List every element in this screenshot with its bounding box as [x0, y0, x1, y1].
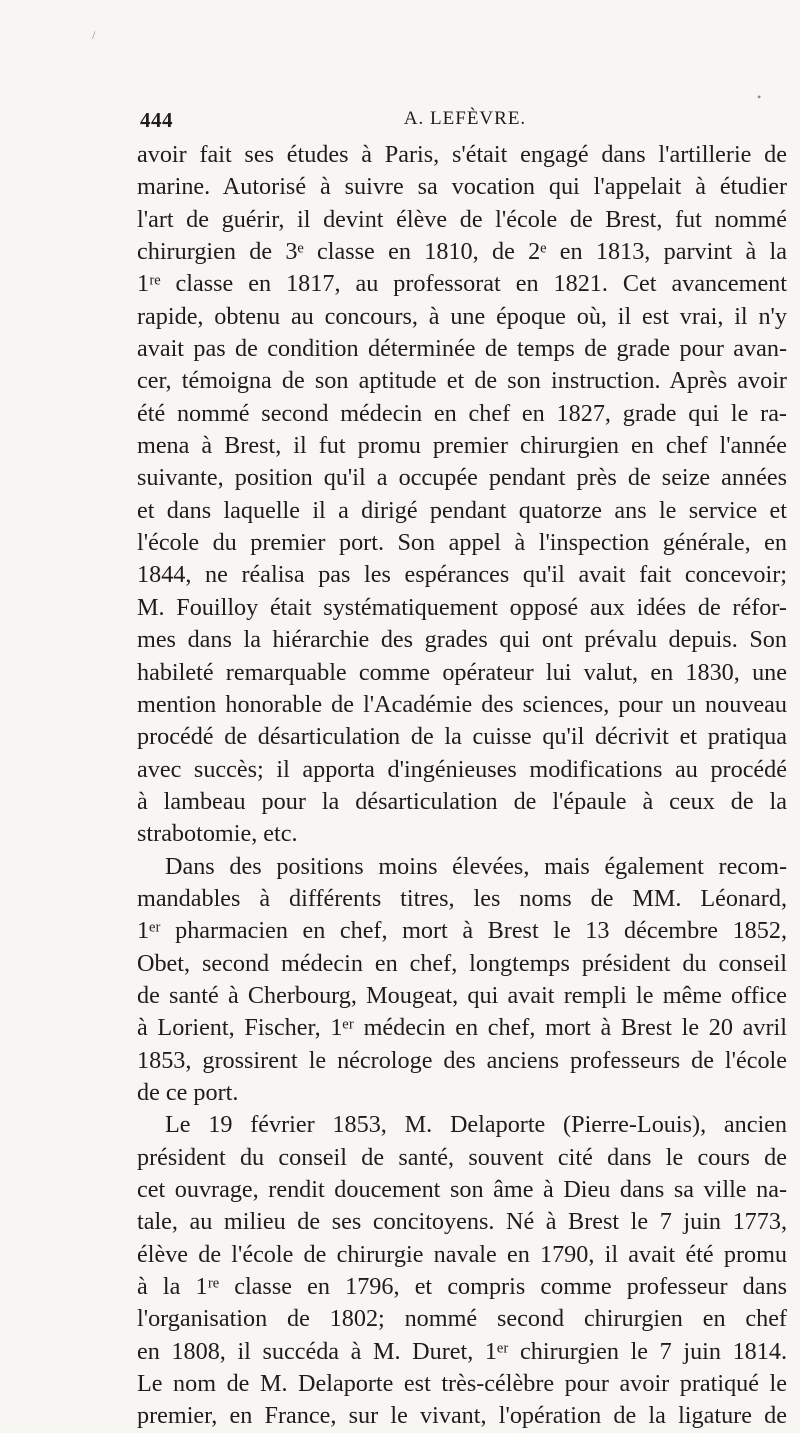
page-mark: • [757, 90, 762, 104]
text-line: élève de l'école de chirurgie navale en 1790, il avait été promu [137, 1240, 787, 1268]
text-line: chirurgien de 3ᵉ classe en 1810, de 2ᵉ en 1813, parvint à la [137, 238, 787, 266]
text-line: mandables à différents titres, les noms de MM. Léonard, [137, 884, 787, 912]
text-line: l'organisation de 1802; nommé second chirurgien en chef [137, 1305, 787, 1333]
text-line: Le 19 février 1853, M. Delaporte (Pierre-Louis), ancien [165, 1111, 787, 1139]
text-line: rapide, obtenu au concours, à une époque où, il est vrai, il n'y [137, 302, 787, 330]
text-line: de ce port. [137, 1078, 239, 1106]
body-text [137, 139, 787, 1433]
text-line: 1ᵉʳ pharmacien en chef, mort à Brest le 13 décembre 1852, [137, 917, 787, 945]
text-line: et dans laquelle il a dirigé pendant quatorze ans le service et [137, 496, 787, 524]
running-title: A. LEFÈVRE. [403, 108, 527, 129]
page-header [140, 108, 790, 138]
text-line: mes dans la hiérarchie des grades qui ont prévalu depuis. Son [137, 626, 787, 654]
text-line: strabotomie, etc. [137, 820, 298, 848]
text-line: à la 1ʳᵉ classe en 1796, et compris comme professeur dans [137, 1273, 787, 1301]
text-line: à Lorient, Fischer, 1ᵉʳ médecin en chef, mort à Brest le 20 avril [137, 1014, 787, 1042]
text-line: tale, au milieu de ses concitoyens. Né à Brest le 7 juin 1773, [137, 1208, 787, 1236]
text-line: l'art de guérir, il devint élève de l'école de Brest, fut nommé [137, 205, 787, 233]
text-line: cer, témoigna de son aptitude et de son instruction. Après avoir [137, 367, 787, 395]
text-line: marine. Autorisé à suivre sa vocation qui l'appelait à étudier [137, 173, 787, 201]
text-line: en 1808, il succéda à M. Duret, 1ᵉʳ chirurgien le 7 juin 1814. [137, 1337, 787, 1365]
page-mark: / [92, 28, 96, 42]
text-line: 1844, ne réalisa pas les espérances qu'il avait fait concevoir; [137, 561, 787, 589]
text-line: mena à Brest, il fut promu premier chirurgien en chef l'année [137, 432, 787, 460]
text-line: habileté remarquable comme opérateur lui valut, en 1830, une [137, 658, 787, 686]
text-line: procédé de désarticulation de la cuisse qu'il décrivit et pratiqua [137, 723, 787, 751]
text-line: Obet, second médecin en chef, longtemps président du conseil [137, 949, 787, 977]
text-line: mention honorable de l'Académie des sciences, pour un nouveau [137, 690, 787, 718]
text-line: suivante, position qu'il a occupée pendant près de seize années [137, 464, 787, 492]
text-line: 1853, grossirent le nécrologe des anciens professeurs de l'école [137, 1046, 787, 1074]
text-line: avec succès; il apporta d'ingénieuses modifications au procédé [137, 755, 787, 783]
text-line: été nommé second médecin en chef en 1827, grade qui le ra- [137, 399, 787, 427]
text-line: Dans des positions moins élevées, mais également recom- [165, 852, 787, 880]
page-number: 444 [140, 108, 173, 132]
text-line: avait pas de condition déterminée de temps de grade pour avan- [137, 335, 787, 363]
text-line: Le nom de M. Delaporte est très-célèbre pour avoir pratiqué le [137, 1370, 787, 1398]
text-line: M. Fouilloy était systématiquement opposé aux idées de réfor- [137, 593, 787, 621]
text-line: à lambeau pour la désarticulation de l'épaule à ceux de la [137, 787, 787, 815]
text-line: l'école du premier port. Son appel à l'inspection générale, en [137, 529, 787, 557]
text-line: 1ʳᵉ classe en 1817, au professorat en 1821. Cet avancement [137, 270, 787, 298]
text-line: avoir fait ses études à Paris, s'était engagé dans l'artillerie de [137, 141, 787, 168]
text-line: de santé à Cherbourg, Mougeat, qui avait rempli le même office [137, 981, 787, 1009]
text-line: premier, en France, sur le vivant, l'opération de la ligature de [137, 1402, 787, 1430]
text-line: président du conseil de santé, souvent cité dans le cours de [137, 1143, 787, 1171]
text-line: cet ouvrage, rendit doucement son âme à Dieu dans sa ville na- [137, 1176, 787, 1203]
